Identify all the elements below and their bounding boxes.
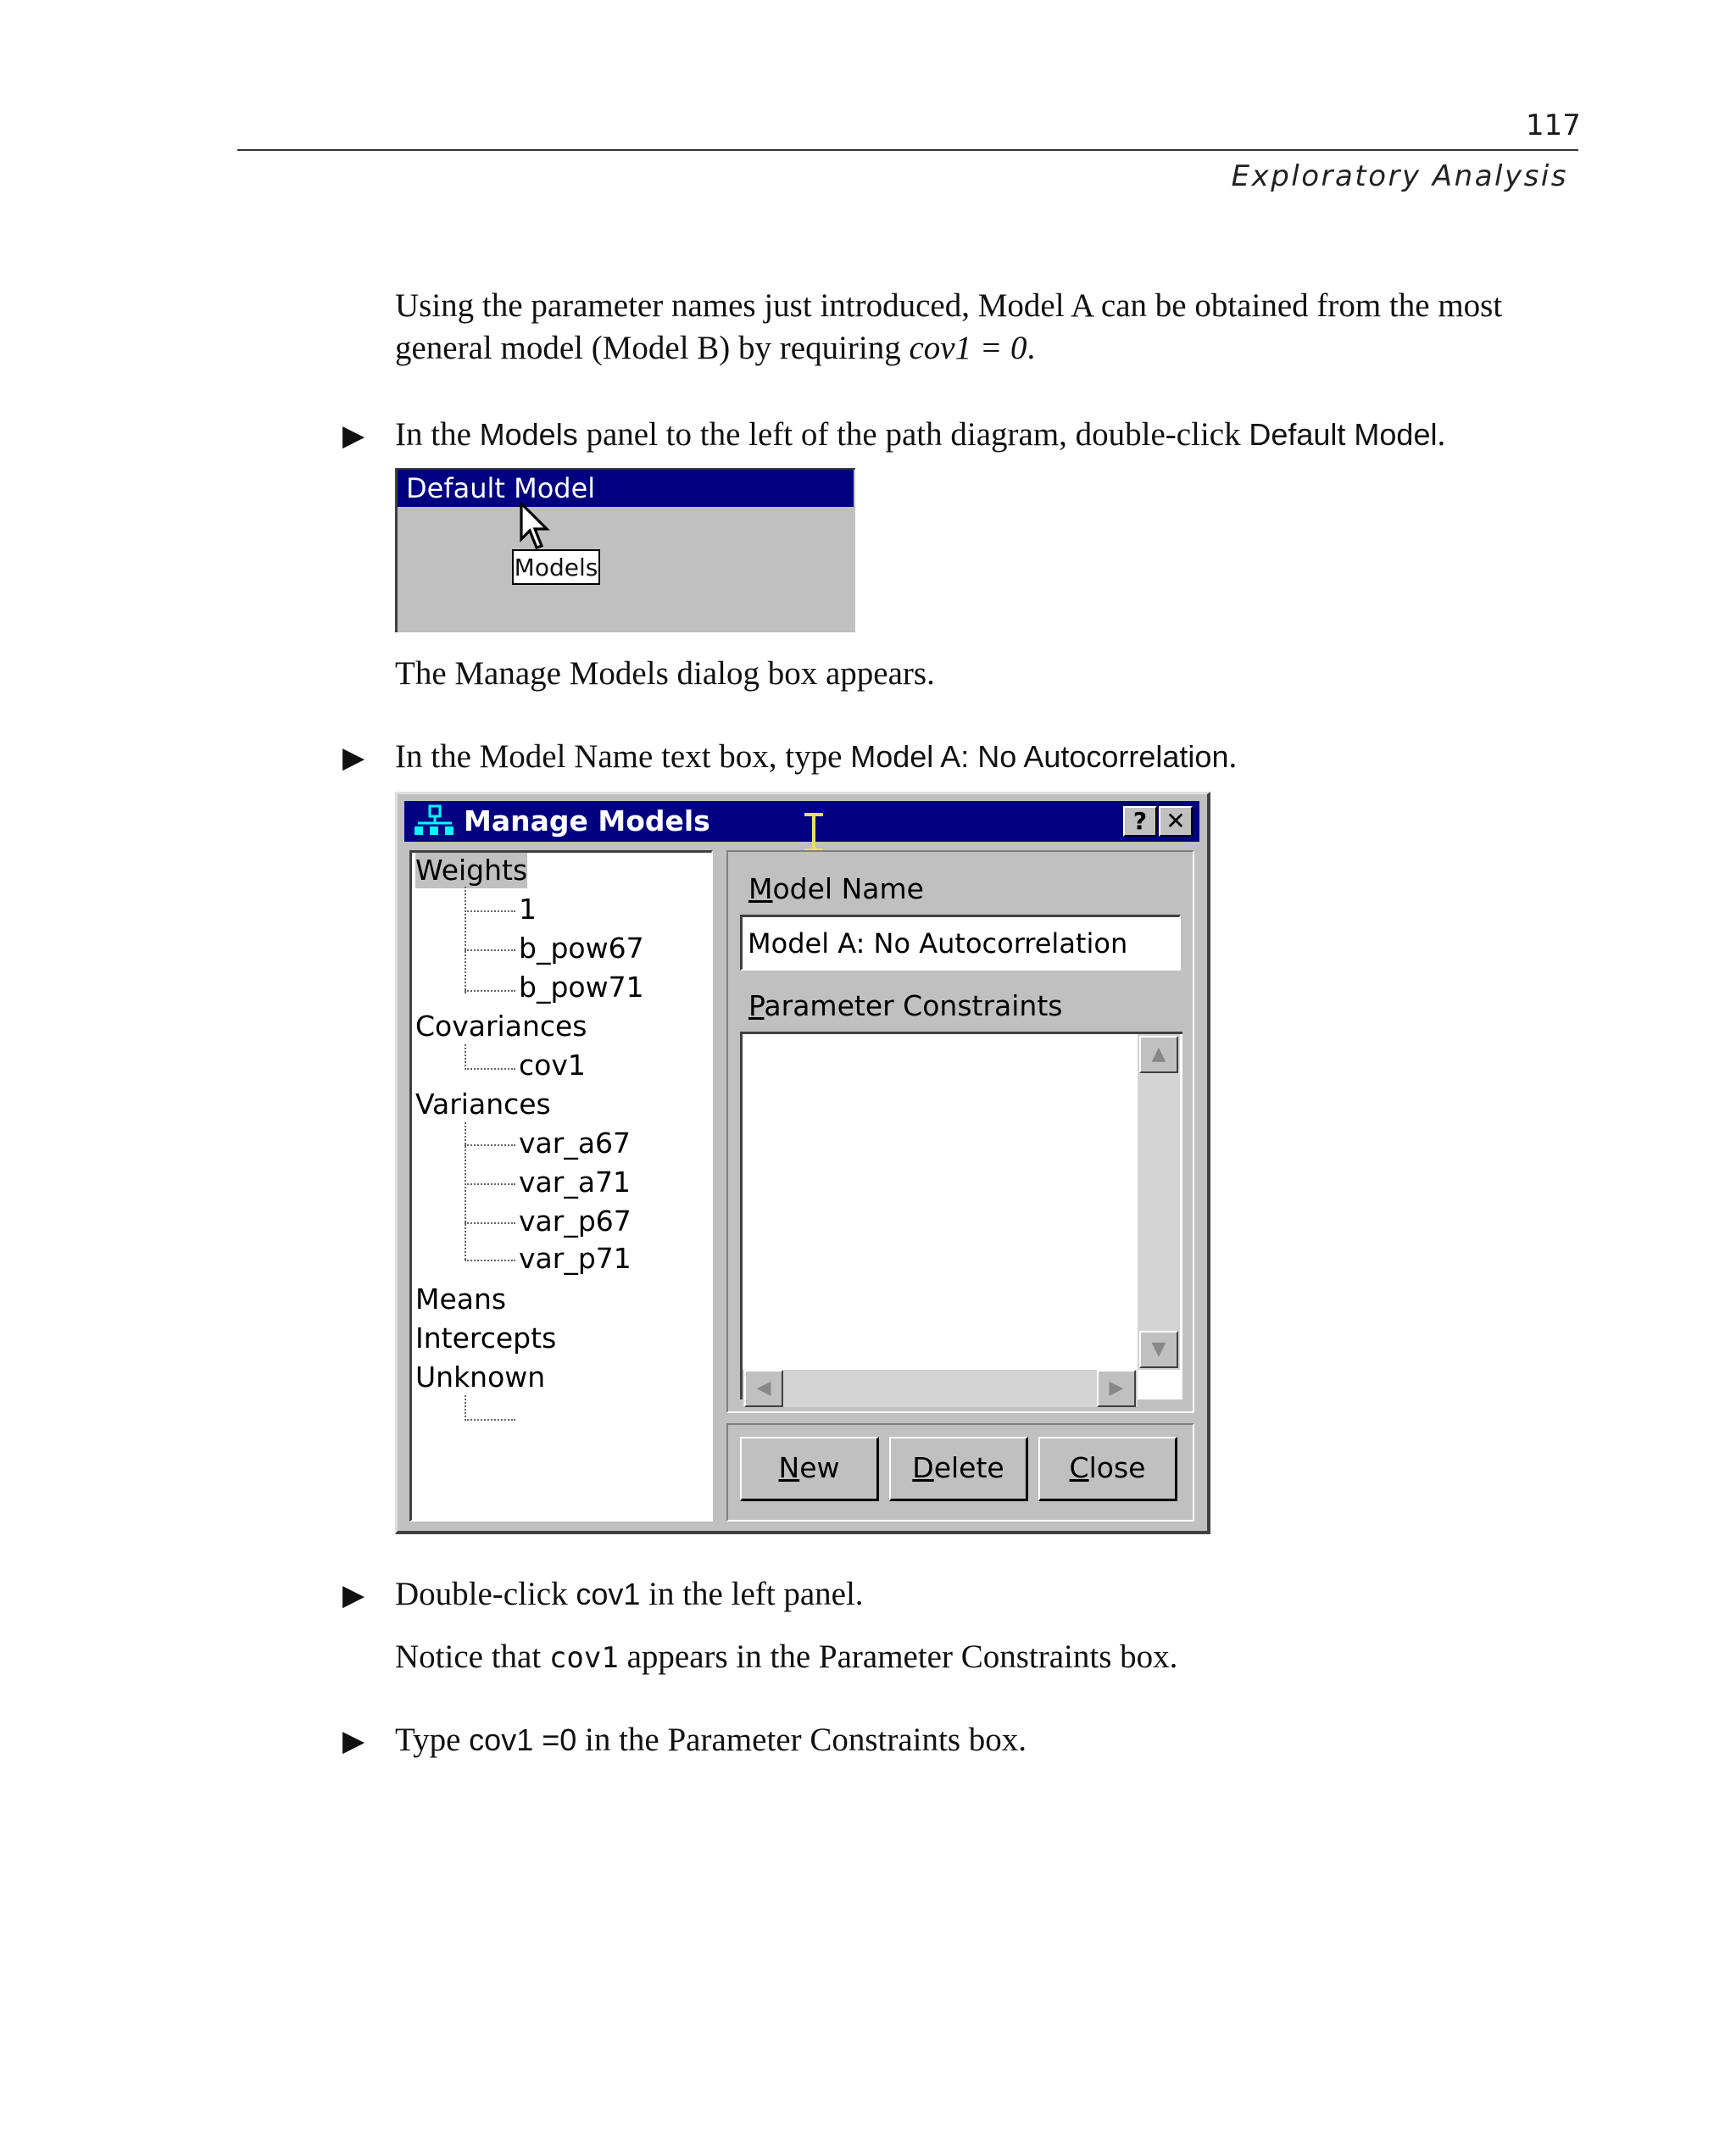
step-2-end: . [1228, 738, 1238, 775]
tree-connector [465, 1122, 466, 1260]
default-model-ref: Default Model [1249, 417, 1438, 452]
tree-connector [465, 1183, 515, 1185]
step-1-end: . [1437, 416, 1446, 453]
tree-node-means[interactable]: Means [415, 1282, 507, 1316]
intro-formula: cov1 = 0 [909, 330, 1027, 366]
models-panel-ref: Models [479, 417, 578, 452]
model-a-ref: Model A: No Autocorrelation [850, 739, 1229, 774]
vertical-scrollbar[interactable] [1138, 1034, 1180, 1370]
step-4-pre: Type [395, 1722, 470, 1758]
tree-item-cov1[interactable]: cov1 [519, 1049, 586, 1082]
scroll-down-icon[interactable]: ▼ [1139, 1331, 1178, 1368]
tree-node-covariances[interactable]: Covariances [415, 1010, 587, 1043]
cov1-ref: cov1 [576, 1577, 641, 1611]
bullet-step-2: ▶ [342, 743, 365, 774]
models-panel [395, 468, 855, 632]
tree-item[interactable]: var_a71 [519, 1166, 632, 1199]
intro-paragraph [395, 285, 1582, 370]
dialog-titlebar[interactable] [404, 801, 1199, 842]
cov1-constraint-ref: cov1 =0 [469, 1722, 577, 1757]
delete-button[interactable]: Delete [889, 1437, 1028, 1501]
tree-connector [465, 990, 515, 992]
tree-connector [465, 910, 515, 912]
tree-connector [465, 1068, 515, 1070]
tree-item[interactable]: var_p71 [519, 1242, 632, 1275]
help-button[interactable]: ? [1123, 806, 1157, 837]
model-name-label: Model Name [748, 872, 924, 905]
tree-item[interactable]: b_pow71 [519, 971, 644, 1004]
dialog-title: Manage Models [464, 804, 710, 837]
manage-models-dialog [395, 792, 1210, 1534]
step-1-mid: panel to the left of the path diagram, double-click [577, 416, 1249, 453]
step-3-end: in the left panel. [640, 1576, 864, 1612]
step-1-pre: In the [395, 416, 480, 453]
step-2-text [395, 736, 1237, 778]
parameter-tree[interactable] [409, 850, 713, 1522]
cov1-ref: cov1 [548, 1641, 619, 1675]
model-name-input[interactable] [740, 915, 1181, 971]
tree-connector [465, 1419, 515, 1421]
bullet-step-4: ▶ [342, 1726, 365, 1757]
step-4-end: in the Parameter Constraints box. [576, 1722, 1027, 1758]
parameter-constraints-label: Parameter Constraints [748, 989, 1063, 1022]
tree-connector [465, 887, 466, 993]
tree-node-unknown[interactable]: Unknown [415, 1360, 546, 1394]
tree-item[interactable]: b_pow67 [519, 932, 644, 965]
notice-pre: Notice that [395, 1639, 549, 1675]
parameter-constraints-box[interactable] [740, 1032, 1182, 1399]
scroll-left-icon[interactable]: ◀ [744, 1370, 783, 1407]
tree-connector [465, 949, 515, 951]
close-button[interactable]: Close [1038, 1437, 1177, 1501]
intro-end: . [1027, 330, 1036, 366]
bullet-step-1: ▶ [342, 420, 365, 452]
tree-connector [465, 1044, 466, 1070]
close-icon[interactable]: ✕ [1159, 806, 1193, 837]
dialog-buttons-panel [726, 1423, 1194, 1522]
tree-connector [465, 1395, 466, 1421]
header-rule [237, 149, 1578, 151]
scroll-up-icon[interactable]: ▲ [1139, 1036, 1178, 1073]
step-2-pre: In the Model Name text box, type [395, 738, 851, 775]
tree-item[interactable]: 1 [519, 893, 537, 926]
step-4-text [395, 1719, 1027, 1761]
bullet-step-3: ▶ [342, 1580, 365, 1611]
dialog-appears-text: The Manage Models dialog box appears. [395, 655, 935, 692]
new-button[interactable]: New [740, 1437, 879, 1501]
tree-connector [465, 1260, 515, 1261]
horizontal-scrollbar[interactable] [743, 1370, 1138, 1407]
step-3-text [395, 1573, 864, 1616]
scroll-right-icon[interactable]: ▶ [1097, 1370, 1136, 1407]
mouse-pointer-icon [520, 502, 550, 551]
default-model-item[interactable]: Default Model [398, 470, 854, 507]
step-3-pre: Double-click [395, 1576, 576, 1612]
tree-connector [465, 1144, 515, 1146]
tree-item[interactable]: var_a67 [519, 1127, 632, 1160]
page-number: 117 [1526, 108, 1581, 142]
tree-node-variances[interactable]: Variances [415, 1088, 551, 1121]
tree-connector [465, 1222, 515, 1224]
model-settings-panel [726, 850, 1194, 1413]
manage-models-icon [413, 804, 457, 840]
notice-text [395, 1636, 1177, 1679]
models-tooltip: Models [512, 549, 600, 585]
tree-node-weights[interactable]: Weights [415, 854, 528, 887]
notice-end: appears in the Parameter Constraints box. [618, 1639, 1178, 1675]
tree-node-intercepts[interactable]: Intercepts [415, 1321, 557, 1355]
running-head: Exploratory Analysis [1231, 159, 1568, 193]
step-1-text [395, 414, 1599, 456]
tree-item[interactable]: var_p67 [519, 1205, 632, 1238]
intro-text: Using the parameter names just introduced, Model A can be obtained from the most general model (Model B) by requiring [395, 287, 1503, 366]
